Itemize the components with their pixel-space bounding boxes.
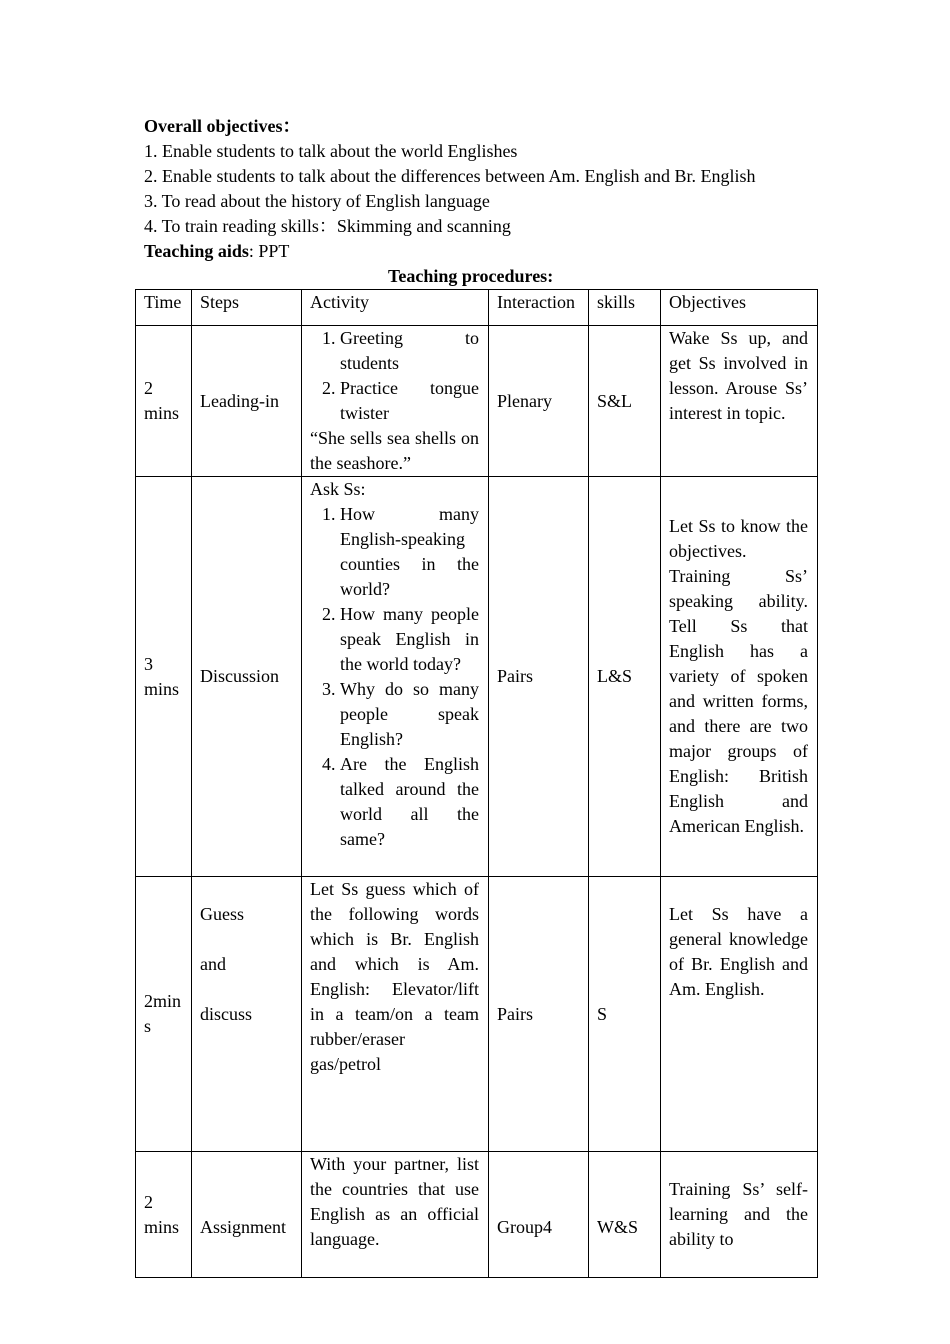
- time-unit: s: [144, 1016, 152, 1036]
- column-header: Activity: [302, 290, 489, 326]
- steps-cell: Assignment: [192, 1152, 302, 1278]
- activity-intro: Ask Ss:: [310, 479, 366, 499]
- column-header: skills: [589, 290, 661, 326]
- steps-cell: Discussion: [192, 477, 302, 877]
- time-cell: [136, 477, 192, 877]
- skills-cell: S&L: [589, 326, 661, 477]
- activity-list: [310, 326, 479, 426]
- steps-cell: Leading-in: [192, 326, 302, 477]
- activity-list: [310, 502, 479, 852]
- activity-item: 1. Greeting to students: [340, 326, 479, 376]
- time-value: 2min: [144, 991, 182, 1011]
- procedures-title: Teaching procedures:: [388, 266, 554, 286]
- objectives-title: Overall objectives：: [144, 116, 301, 136]
- interaction-cell: Pairs: [489, 477, 589, 877]
- objectives-cell: Wake Ss up, and get Ss involved in lesson. Arouse Ss’ interest in topic.: [661, 326, 818, 477]
- activity-item: 2. How many people speak English in the world today?: [340, 602, 479, 677]
- interaction-cell: Group4: [489, 1152, 589, 1278]
- column-header: Interaction: [489, 290, 589, 326]
- time-value: 3: [144, 653, 153, 674]
- document-header: [144, 114, 824, 286]
- time-unit: mins: [144, 678, 180, 699]
- objective-item: 1. Enable students to talk about the world Englishes: [144, 141, 518, 161]
- objectives-cell: Let Ss to know the objectives. Training Ss’ speaking ability. Tell Ss that English has a variety of spoken and written forms, and there are two major groups of English: British English and American English.: [661, 477, 818, 877]
- column-header: Objectives: [661, 290, 818, 326]
- steps-cell: [192, 877, 302, 1152]
- activity-item: 1. How many English-speaking counties in the world?: [340, 502, 479, 602]
- activity-item: 3. Why do so many people speak English?: [340, 677, 479, 752]
- time-unit: mins: [144, 1216, 180, 1237]
- objectives-cell: Training Ss’ self-learning and the ability to: [661, 1152, 818, 1278]
- teaching-aids-label: Teaching aids: [144, 241, 249, 261]
- table-row: [136, 1152, 818, 1278]
- skills-cell: S: [589, 877, 661, 1152]
- activity-item: 4. Are the English talked around the world all the same?: [340, 752, 479, 852]
- teaching-aids-value: : PPT: [248, 241, 290, 261]
- time-unit: mins: [144, 403, 180, 423]
- skills-cell: W&S: [589, 1152, 661, 1278]
- activity-item: 2. Practice tongue twister: [340, 376, 479, 426]
- steps-line: Guess: [200, 904, 244, 924]
- objectives-cell: Let Ss have a general knowledge of Br. English and Am. English.: [661, 877, 818, 1152]
- objective-item: 4. To train reading skills：Skimming and scanning: [144, 216, 511, 236]
- activity-cell: [302, 477, 489, 877]
- table-row: [136, 877, 818, 1152]
- column-header: Steps: [192, 290, 302, 326]
- activity-cell: With your partner, list the countries that use English as an official language.: [302, 1152, 489, 1278]
- activity-cell: Let Ss guess which of the following words which is Br. English and which is Am. English: Elevator/lift in a team/on a team rubber/eraser gas/petrol: [302, 877, 489, 1152]
- objective-item: 3. To read about the history of English language: [144, 191, 490, 211]
- time-value: 2: [144, 378, 153, 398]
- skills-cell: L&S: [589, 477, 661, 877]
- steps-line: discuss: [200, 1004, 253, 1024]
- table-row: [136, 477, 818, 877]
- steps-line: and: [200, 954, 226, 974]
- activity-tail: “She sells sea shells on the seashore.”: [310, 428, 479, 473]
- interaction-cell: Pairs: [489, 877, 589, 1152]
- table-row: [136, 326, 818, 477]
- procedures-table: [135, 289, 818, 1278]
- interaction-cell: Plenary: [489, 326, 589, 477]
- objective-item: 2. Enable students to talk about the differences between Am. English and Br. English: [144, 166, 756, 186]
- time-cell: [136, 877, 192, 1152]
- table-header-row: [136, 290, 818, 326]
- time-value: 2: [144, 1191, 153, 1212]
- column-header: Time: [136, 290, 192, 326]
- time-cell: [136, 1152, 192, 1278]
- time-cell: [136, 326, 192, 477]
- activity-cell: [302, 326, 489, 477]
- teaching-aids: [144, 239, 824, 264]
